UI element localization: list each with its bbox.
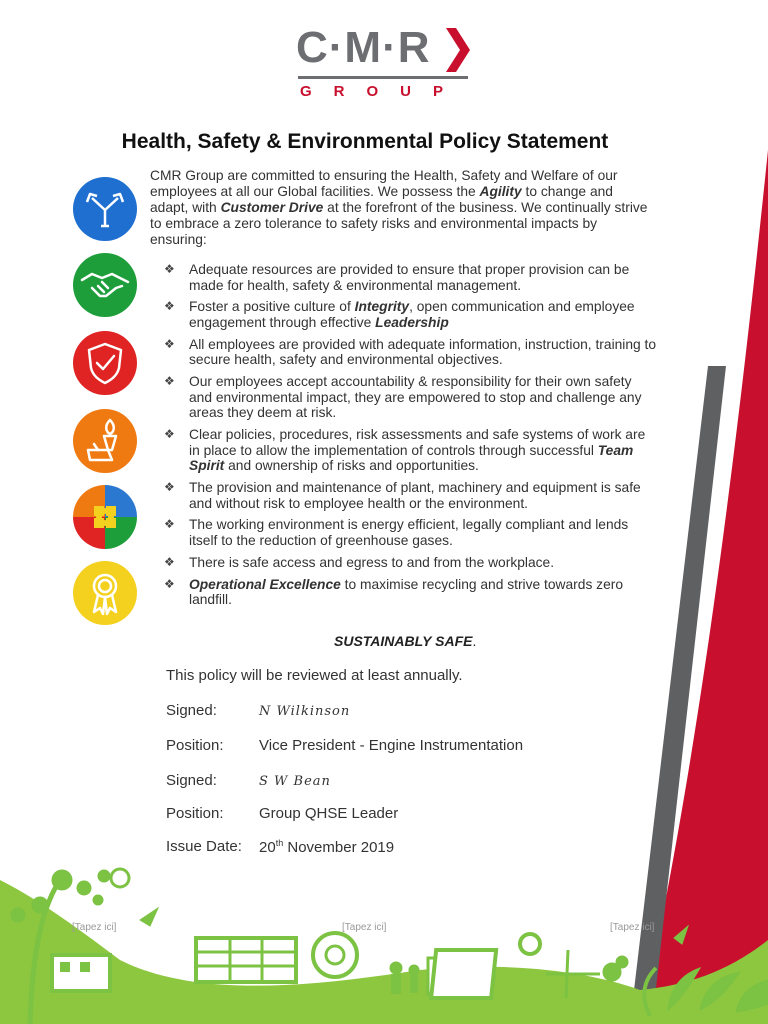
- list-item-text: The provision and maintenance of plant, machinery and equipment is safe and without risk to employee health or the environment.: [189, 480, 641, 511]
- footer-placeholder-left[interactable]: [Tapez ici]: [72, 922, 117, 933]
- integrity-shield-icon: [72, 330, 138, 396]
- leadership-keyword: Leadership: [375, 314, 449, 330]
- signed-label: Signed:: [166, 772, 217, 789]
- diamond-bullet-icon: ❖: [164, 554, 175, 569]
- list-item: [162, 577, 658, 608]
- intro-text-3: at the forefront of the business. We continually strive to embrace a zero tolerance to safety risks and environmental impacts by ensuring:: [150, 200, 648, 247]
- list-item-text: to maximise recycling and strive towards zero landfill.: [189, 576, 624, 608]
- issue-day: 20: [259, 839, 276, 856]
- list-item-text: Adequate resources are provided to ensure that proper provision can be made for health, safety & environmental management.: [189, 262, 630, 293]
- position-value-2: Group QHSE Leader: [259, 805, 399, 822]
- footer-placeholder-right[interactable]: [Tapez ici]: [610, 922, 655, 933]
- list-item: [162, 555, 658, 571]
- diamond-bullet-icon: ❖: [164, 427, 175, 442]
- issue-date-value: [259, 838, 394, 856]
- list-item: [162, 480, 658, 511]
- list-item: [162, 427, 658, 474]
- list-item: [162, 374, 658, 421]
- leadership-torch-icon: [72, 408, 138, 474]
- commitment-list: [162, 262, 658, 614]
- list-item: [162, 262, 658, 293]
- operational-excellence-keyword: Operational Excellence: [189, 576, 341, 592]
- agility-keyword: Agility: [479, 184, 522, 199]
- diamond-bullet-icon: ❖: [164, 262, 175, 276]
- slogan-period: .: [472, 633, 477, 649]
- slogan-text: SUSTAINABLY SAFE: [334, 633, 473, 649]
- list-item-text: Our employees accept accountability & responsibility for their own safety and environmental impact, they are empowered to stop and challenge any areas they deem at risk.: [189, 374, 642, 421]
- intro-text-2: to change and adapt, with: [150, 184, 613, 215]
- cmr-group-logo: [296, 24, 474, 102]
- diamond-bullet-icon: ❖: [164, 336, 175, 351]
- list-item-text: The working environment is energy efficient, legally compliant and lends itself to the reduction of greenhouse gases.: [189, 517, 629, 549]
- issue-day-suffix: th: [275, 838, 284, 848]
- team-puzzle-icon: [72, 484, 138, 550]
- issue-month-year: November 2019: [283, 839, 395, 856]
- review-note: This policy will be reviewed at least annually.: [166, 667, 463, 684]
- intro-paragraph: [150, 168, 650, 248]
- list-item-text: All employees are provided with adequate information, instruction, training to secure health, safety and environmental objectives.: [189, 336, 657, 368]
- agility-arrows-icon: [72, 176, 138, 242]
- issue-date-label: Issue Date:: [166, 838, 242, 855]
- page-title: Health, Safety & Environmental Policy Statement: [121, 130, 609, 153]
- logo-wordmark: C·M·R: [296, 23, 431, 72]
- logo-chevron-icon: [446, 28, 470, 72]
- list-item: [162, 299, 658, 330]
- list-item-text: and ownership of risks and opportunities.: [224, 458, 479, 474]
- position-label: Position:: [166, 805, 224, 822]
- team-spirit-keyword: Team Spirit: [189, 442, 634, 474]
- list-item: [162, 337, 658, 368]
- logo-rule: [298, 76, 468, 79]
- list-item-text: Foster a positive culture of: [189, 299, 355, 315]
- signature-1: N Wilkinson: [259, 704, 351, 719]
- diamond-bullet-icon: ❖: [164, 517, 175, 532]
- integrity-keyword: Integrity: [354, 299, 410, 315]
- slogan: [334, 633, 476, 649]
- excellence-rosette-icon: [72, 560, 138, 626]
- signature-2: S W Bean: [259, 774, 331, 789]
- customer-drive-keyword: Customer Drive: [220, 200, 324, 215]
- position-label: Position:: [166, 737, 224, 754]
- list-item-text: There is safe access and egress to and from the workplace.: [189, 554, 555, 570]
- signed-label: Signed:: [166, 702, 217, 719]
- customer-handshake-icon: [72, 252, 138, 318]
- diamond-bullet-icon: ❖: [164, 480, 175, 495]
- footer-placeholder-center[interactable]: [Tapez ici]: [342, 922, 387, 933]
- list-item: [162, 517, 658, 548]
- intro-text-1: CMR Group are committed to ensuring the Health, Safety and Welfare of our employees at all our Global facilities. We possess the: [150, 168, 618, 199]
- list-item-text: , open communication and employee engagement through effective: [189, 299, 635, 330]
- logo-subtitle: GROUP: [300, 83, 466, 100]
- position-value-1: Vice President - Engine Instrumentation: [259, 737, 524, 754]
- list-item-text: Clear policies, procedures, risk assessments and safe systems of work are in place to allow the implementation of controls through successful: [189, 427, 646, 458]
- diamond-bullet-icon: ❖: [164, 374, 175, 389]
- diamond-bullet-icon: ❖: [164, 576, 175, 591]
- diamond-bullet-icon: ❖: [164, 299, 175, 314]
